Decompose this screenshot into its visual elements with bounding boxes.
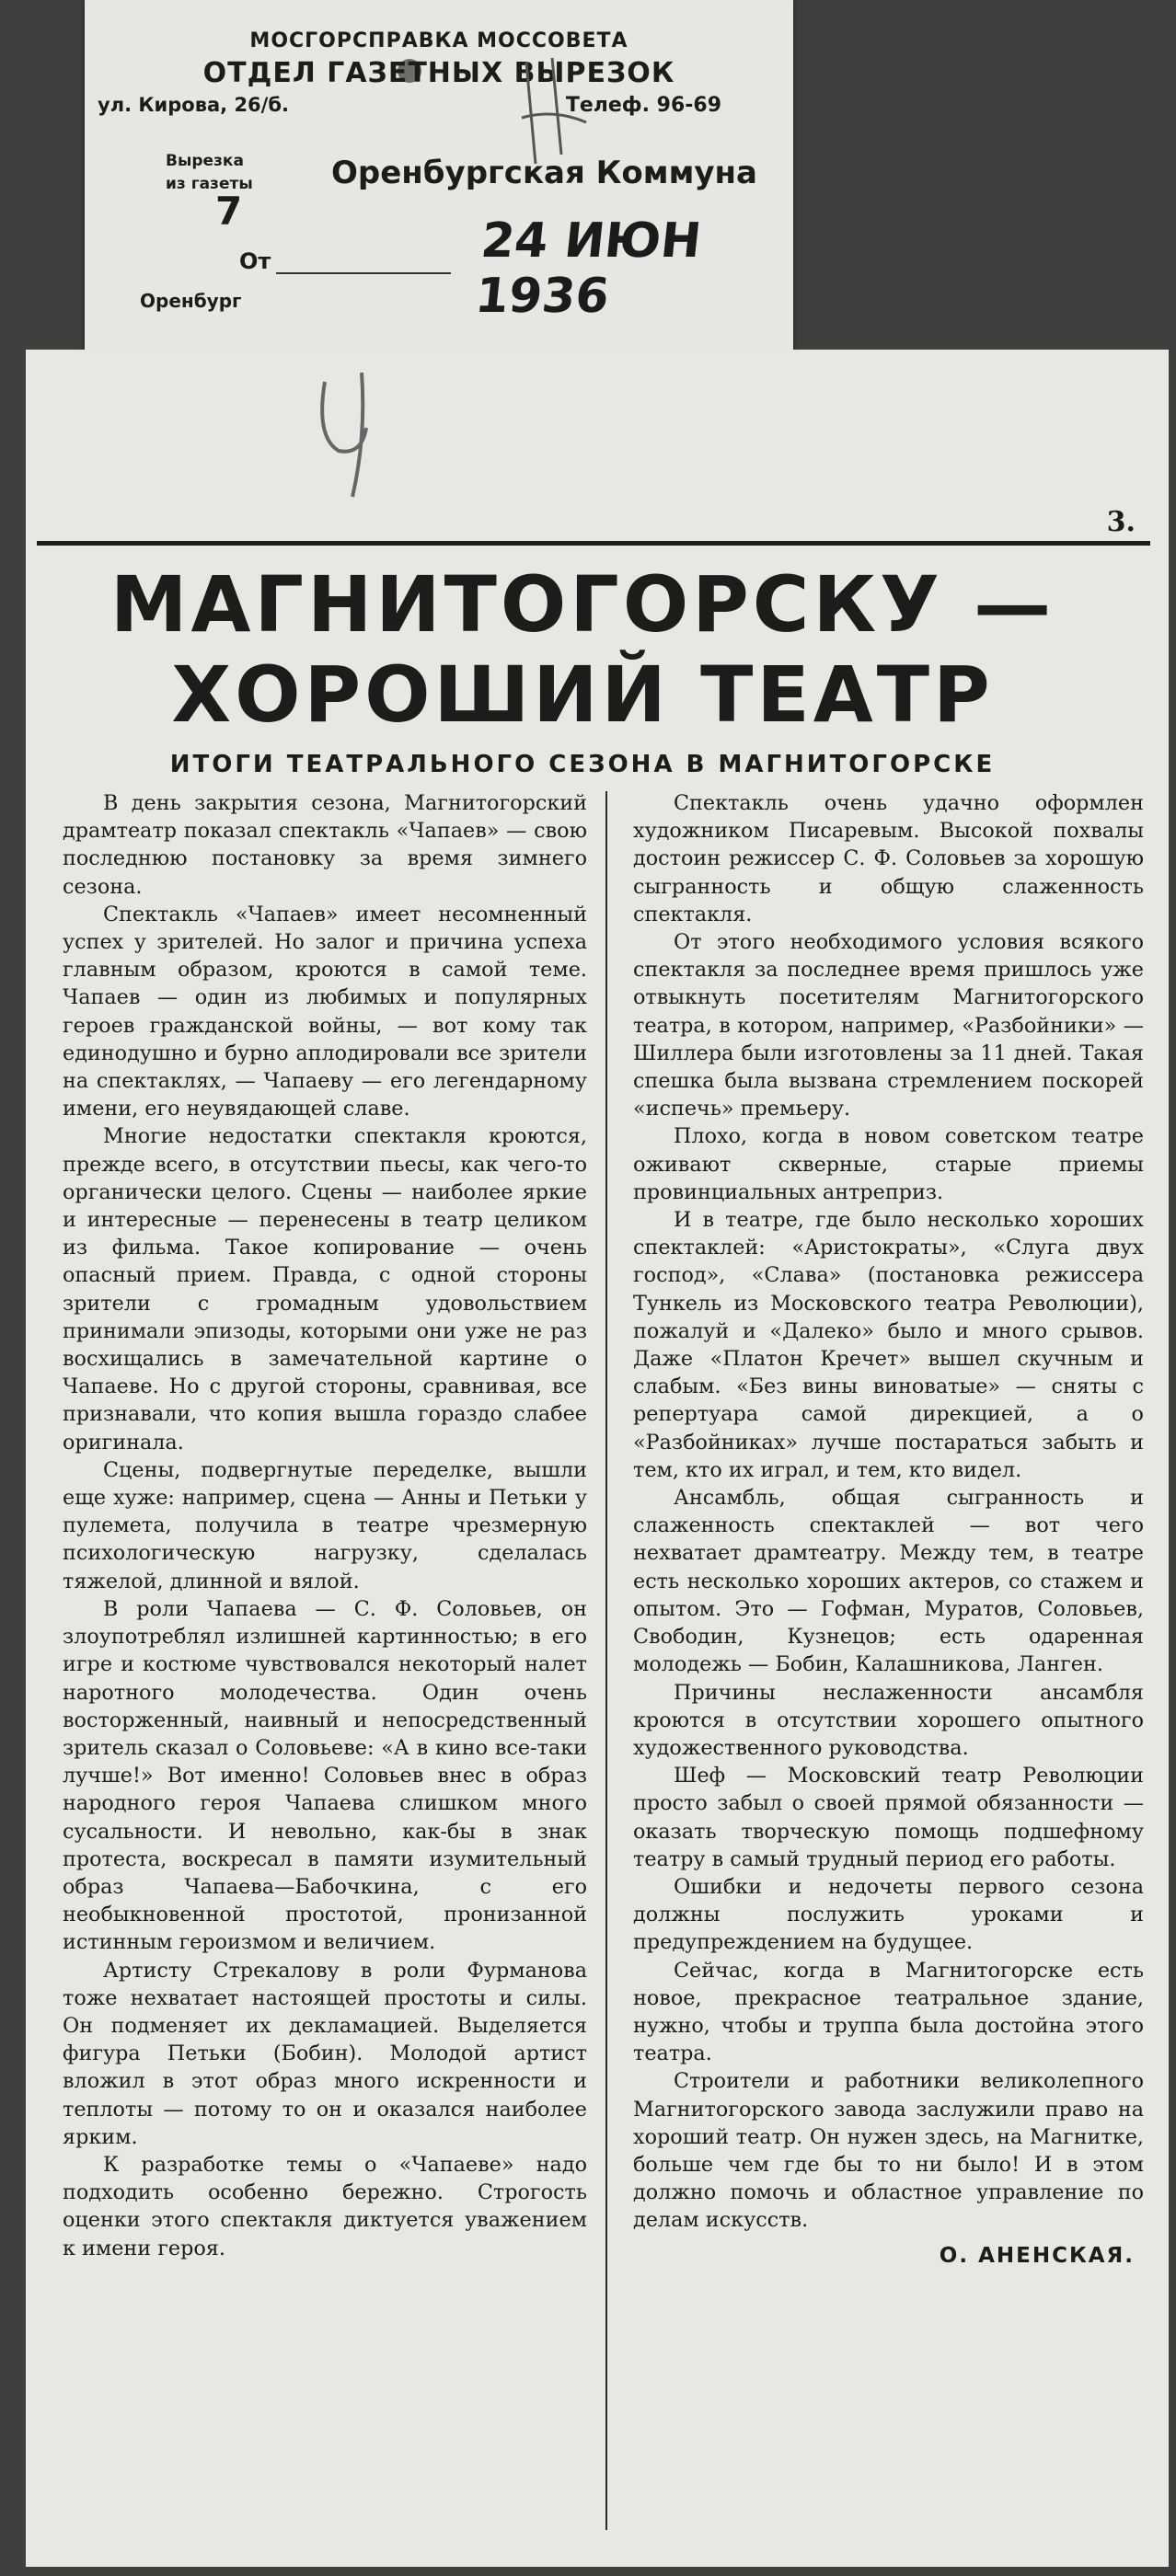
paragraph: Спектакль «Чапаев» имеет несомненный успех у зрителей. Но залог и причина успеха главным образом, кроются в самой теме. Чапаев — один из любимых и популярных героев гражданской войны, — вот кому так единодушно и бурно аплодировали все зрители на спектаклях, — Чапаеву — его легендарному имени, его неувядающей славе. <box>63 902 587 1121</box>
left-column <box>63 789 587 2262</box>
subheadline: ИТОГИ ТЕАТРАЛЬНОГО СЕЗОНА В МАГНИТОГОРСКЕ <box>169 751 996 778</box>
author-signature: О. АНЕНСКАЯ. <box>939 2243 1135 2268</box>
paragraph: Строители и работники великолепного Магнитогорского завода заслужили право на хороший театр. Он нужен здесь, на Магнитке, больше чем где бы то ни было! И в этом должно помочь и областное управление по делам искусств. <box>633 2069 1144 2233</box>
paragraph: Спектакль очень удачно оформлен художником Писаревым. Высокой похвалы достоин режиссер С. Ф. Соловьев за хорошую сыгранность и общую слаженность спектакля. <box>633 791 1144 926</box>
paragraph: Многие недостатки спектакля кроются, прежде всего, в отсутствии пьесы, как чего-то органически целого. Сцены — наиболее яркие и интересные — перенесены в театр целиком из фильма. Такое копирование — очень опасный прием. Правда, с одной стороны зрители с громадным удовольствием принимали эпизоды, которыми они уже не раз восхищались в замечательной картине о Чапаеве. Но с другой стороны, сравнивая, все признавали, что копия вышла гораздо слабее оригинала. <box>63 1124 587 1455</box>
paragraph: Сцены, подвергнутые переделке, вышли еще хуже: например, сцена — Анны и Петьки у пулемета, получила в театре чрезмерную психологическую нагрузку, сделалась тяжелой, длинной и вялой. <box>63 1457 587 1593</box>
right-column <box>633 789 1144 2270</box>
label-cut-caption-1: Вырезка <box>166 152 244 170</box>
label-phone: Телеф. 96-69 <box>565 94 721 117</box>
label-issue-number: 7 <box>215 189 243 234</box>
paragraph: Ошибки и недочеты первого сезона должны послужить уроками и предупреждением на будущее. <box>633 1874 1144 1955</box>
column-divider <box>605 791 607 2530</box>
label-address: ул. Кирова, 26/б. <box>98 94 289 116</box>
page-number: 3. <box>1106 506 1136 538</box>
paragraph: Причины неслаженности ансамбля кроются в отсутствии хорошего опытного художественного руководства. <box>633 1680 1144 1760</box>
headline-line-1: МАГНИТОГОРСКУ — <box>110 559 1055 650</box>
newspaper-clipping <box>26 350 1169 2567</box>
label-department: ОТДЕЛ ГАЗЕТНЫХ ВЫРЕЗОК <box>202 57 675 89</box>
label-organization: МОСГОРСПРАВКА МОССОВЕТА <box>249 29 628 52</box>
label-newspaper-name: Оренбургская Коммуна <box>331 155 757 191</box>
newspaper-cuttings-label <box>85 0 793 363</box>
paragraph: Плохо, когда в новом советском театре оживают скверные, старые приемы провинциальных антреприз. <box>633 1124 1144 1204</box>
label-city: Оренбург <box>140 290 242 312</box>
pencil-numeral-icon <box>311 363 385 501</box>
label-from: От <box>239 248 271 274</box>
label-date-stamp: 24 ИЮН 1936 <box>472 213 704 324</box>
label-cut-caption-2: из газеты <box>166 175 253 193</box>
headline-line-2: ХОРОШИЙ ТЕАТР <box>171 650 994 740</box>
paragraph: И в театре, где было несколько хороших спектаклей: «Аристократы», «Слуга двух господ», «Слава» (постановка режиссера Тункель из Московского театра Революции), пожалуй и «Далеко» было и много срывов. Даже «Платон Кречет» вышел скучным и слабым. «Без вины виноватые» — сняты с репертуара самой дирекцией, а о «Разбойниках» лучше постараться забыть и тем, кто их играл, и тем, кто видел. <box>633 1208 1144 1482</box>
paragraph: От этого необходимого условия всякого спектакля за последнее время пришлось уже отвыкнуть посетителям Магнитогорского театра, в котором, например, «Разбойники» — Шиллера были изготовлены за 11 дней. Такая спешка была вызвана стремлением поскорей «испечь» премьеру. <box>633 930 1144 1121</box>
paragraph: Ансамбль, общая сыгранность и слаженность спектаклей — вот чего нехватает драмтеатру. Между тем, в театре есть несколько хороших актеров, со стажем и опытом. Это — Гофман, Муратов, Соловьев, Свободин, Кузнецов; есть одаренная молодежь — Бобин, Калашникова, Ланген. <box>633 1486 1144 1677</box>
paragraph: В день закрытия сезона, Магнитогорский драмтеатр показал спектакль «Чапаев» — свою последнюю постановку за время зимнего сезона. <box>63 791 587 899</box>
paragraph: Шеф — Московский театр Революции просто забыл о своей прямой обязанности — оказать творческую помощь подшефному театру в самый трудный период его работы. <box>633 1764 1144 1871</box>
paragraph: Артисту Стрекалову в роли Фурманова тоже нехватает настоящей простоты и силы. Он подменяет их декламацией. Выделяется фигура Петьки (Бобин). Молодой артист вложил в этот образ много искренности и теплоты — потому то он и оказался наиболее ярким. <box>63 1958 587 2149</box>
label-from-line <box>276 272 451 274</box>
header-rule <box>37 541 1150 546</box>
paragraph: В роли Чапаева — С. Ф. Соловьев, он злоупотреблял излишней картинностью; в его игре и костюме чувствовался некоторый налет наротного молодечества. Один очень восторженный, наивный и непосредственный зритель сказал о Соловьеве: «А в кино все-таки лучше!» Вот именно! Соловьев внес в образ народного героя Чапаева слишком много сусальности. И невольно, как-бы в знак протеста, воскресал в памяти изумительный образ Чапаева—Бабочкина, с его необыкновенной простотой, пронизанной истинным героизмом и величием. <box>63 1596 587 1955</box>
paragraph: К разработке темы о «Чапаеве» надо подходить особенно бережно. Строгость оценки этого спектакля диктуется уважением к имени героя. <box>63 2152 587 2260</box>
paragraph: Сейчас, когда в Магнитогорске есть новое, прекрасное театральное здание, нужно, чтобы и труппа была достойна этого театра. <box>633 1958 1144 2066</box>
headline <box>63 559 1102 740</box>
pencil-mark-icon <box>517 53 591 173</box>
